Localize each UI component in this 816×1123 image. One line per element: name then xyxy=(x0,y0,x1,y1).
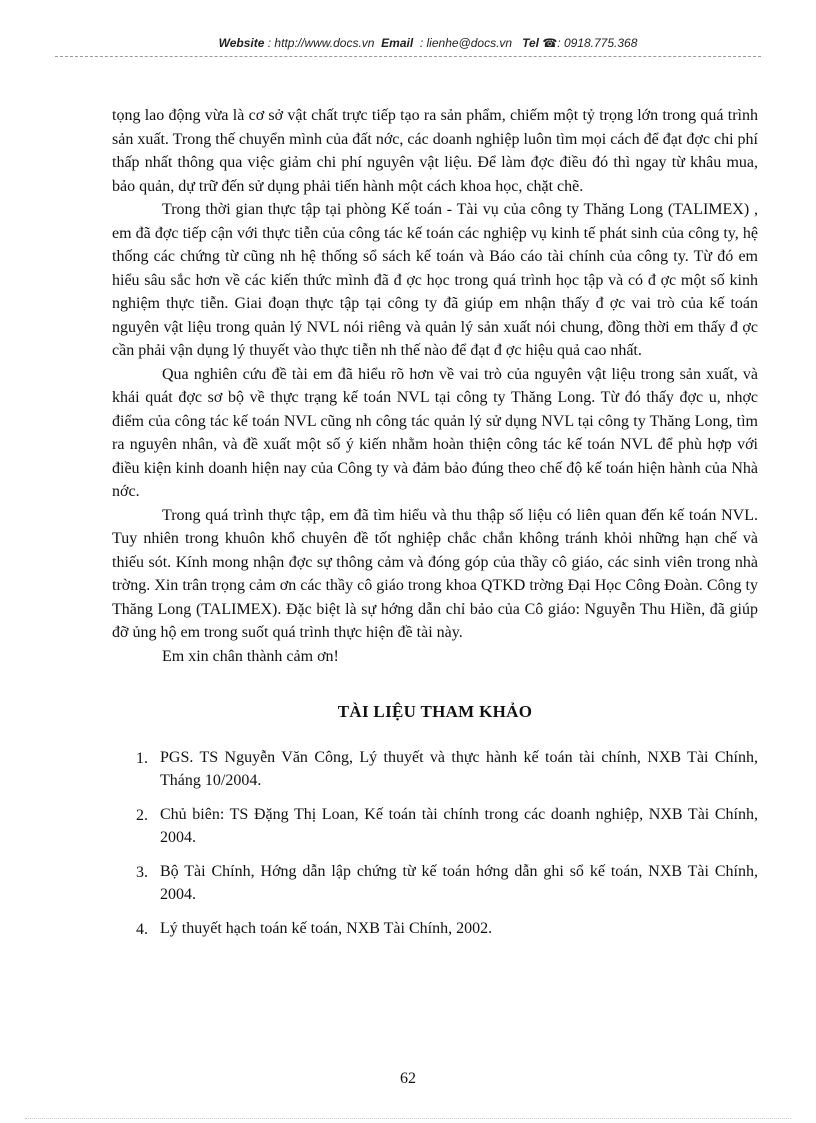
reference-text: Bộ Tài Chính, Hớng dẫn lập chứng từ kế toán hớng dẫn ghi sổ kế toán, NXB Tài Chính, 2004. xyxy=(160,862,758,903)
email-value: : lienhe@docs.vn xyxy=(419,36,513,50)
document-body xyxy=(112,104,758,950)
paragraph: Em xin chân thành cảm ơn! xyxy=(162,647,339,665)
paragraph: tọng lao động vừa là cơ sở vật chất trực tiếp tạo ra sản phẩm, chiếm một tỷ trọng lớn trong quá trình sản xuất. Trong thế chuyển mình của đất nớc, các doanh nghiệp luôn tìm mọi cách để đạt đợc chi phí thấp nhất thông qua việc giảm chi phí nguyên vật liệu. Để làm đợc điều đó thì ngay từ khâu mua, bảo quản, dự trữ đến sử dụng phải tiến hành một cách khoa học, chặt chẽ. xyxy=(112,107,758,195)
reference-item xyxy=(112,917,758,941)
references-title: TÀI LIỆU THAM KHẢO xyxy=(337,702,533,721)
paragraph: Trong quá trình thực tập, em đã tìm hiểu và thu thập số liệu có liên quan đến kế toán NVL. Tuy nhiên trong khuôn khổ chuyên đề tốt nghiệp chắc chắn không tránh khỏi những hạn chế và thiếu sót. Kính mong nhận đợc sự thông cảm và đóng góp của thầy cô giáo, các sinh viên trong nhà trờng. Xin trân trọng cảm ơn các thầy cô giáo trong khoa QTKD trờng Đại Học Công Đoàn. Công ty Thăng Long (TALIMEX). Đặc biệt là sự hớng dẫn chỉ bảo của Cô giáo: Nguyễn Thu Hiền, đã giúp đỡ ủng hộ em trong suốt quá trình thực hiện đề tài này. xyxy=(112,506,758,641)
tel-label: Tel xyxy=(522,36,539,50)
paragraph: Trong thời gian thực tập tại phòng Kế toán - Tài vụ của công ty Thăng Long (TALIMEX) , em đã đợc tiếp cận với thực tiễn của công tác kế toán các nghiệp vụ kinh tế phát sinh của công ty, hệ thống các chứng từ cũng nh hệ thống sổ sách kế toán và Báo cáo tài chính của công ty. Từ đó em hiểu sâu sắc hơn về các kiến thức mình đã đ ợc học trong quá trình học tập và có đ ợc một số kinh nghiệm thực tiễn. Giai đoạn thực tập tại công ty đã giúp em nhận thấy đ ợc vai trò của kế toán nguyên vật liệu trong quản lý NVL nói riêng và quản lý sản xuất nói chung, đồng thời em thấy đ ợc cần phải vận dụng lý thuyết vào thực tiễn nh thế nào để đạt đ ợc hiệu quả cao nhất. xyxy=(112,201,758,359)
header-divider xyxy=(55,56,761,57)
tel-value: ☎: 0918.775.368 xyxy=(542,36,638,50)
email-label: Email xyxy=(381,36,414,50)
reference-text: Lý thuyết hạch toán kế toán, NXB Tài Chính, 2002. xyxy=(160,919,493,937)
reference-number: 1. xyxy=(136,749,148,767)
reference-text: Chủ biên: TS Đặng Thị Loan, Kế toán tài chính trong các doanh nghiệp, NXB Tài Chính, 2004. xyxy=(160,805,758,846)
reference-item xyxy=(112,746,758,793)
reference-number: 4. xyxy=(136,920,148,938)
reference-item xyxy=(112,803,758,850)
reference-number: 2. xyxy=(136,806,148,824)
reference-item xyxy=(112,860,758,907)
page-header xyxy=(90,36,766,56)
website-value: : http://www.docs.vn xyxy=(267,36,375,50)
page-number: 62 xyxy=(400,1070,416,1087)
website-label: Website xyxy=(218,36,265,50)
reference-number: 3. xyxy=(136,863,148,881)
paragraph: Qua nghiên cứu đề tài em đã hiểu rõ hơn về vai trò của nguyên vật liệu trong sản xuất, và khái quát đợc sơ bộ về thực trạng kế toán NVL tại công ty Thăng Long. Từ đó thấy đợc u, nhợc điểm của công tác kế toán NVL cũng nh công tác quản lý sử dụng NVL tại công ty Thăng Long, tìm ra nguyên nhân, và đề xuất một số ý kiến nhằm hoàn thiện công tác kế toán NVL để phù hợp với điều kiện kinh doanh hiện nay của Công ty và đảm bảo đúng theo chế độ kế toán hiện hành của Nhà nớc. xyxy=(112,365,758,500)
reference-text: PGS. TS Nguyễn Văn Công, Lý thuyết và thực hành kế toán tài chính, NXB Tài Chính, Tháng 10/2004. xyxy=(160,748,758,789)
references-list xyxy=(112,746,758,941)
footer-divider xyxy=(25,1118,791,1119)
